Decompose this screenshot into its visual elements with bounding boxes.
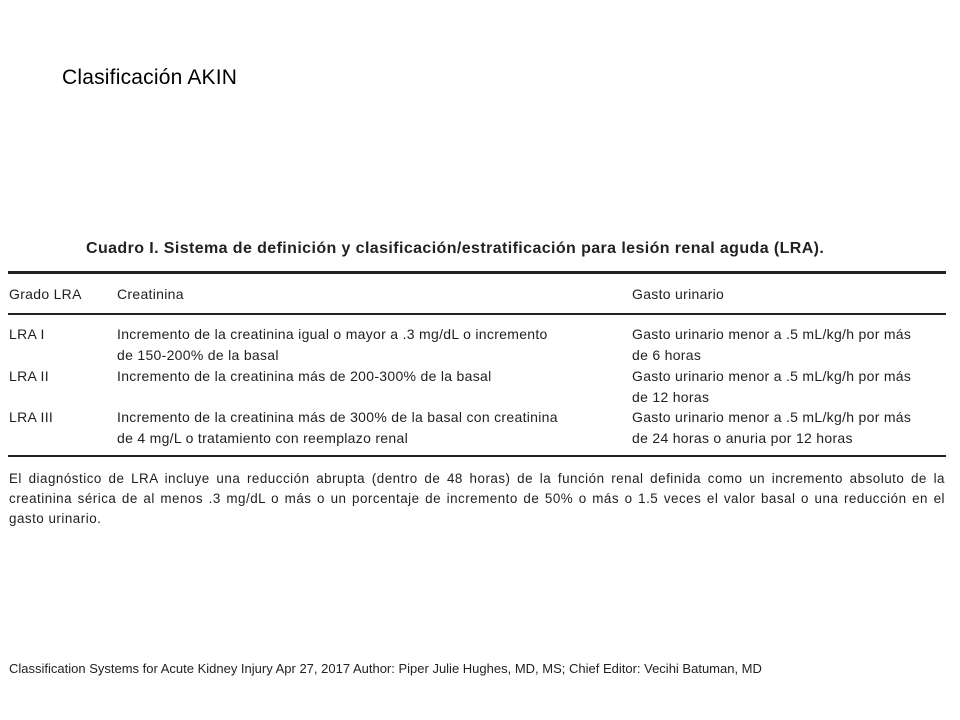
row-creatinine-line: Incremento de la creatinina más de 200-300% de la basal — [117, 368, 492, 384]
header-grade: Grado LRA — [9, 286, 82, 302]
row-urine-line: de 6 horas — [632, 347, 702, 363]
row-urine-output — [632, 366, 911, 408]
row-grade: LRA I — [9, 326, 45, 342]
slide-title: Clasificación AKIN — [62, 66, 238, 89]
table-bottom-rule — [8, 455, 946, 457]
table-header-rule — [8, 313, 946, 315]
table-caption: Cuadro I. Sistema de definición y clasificación/estratificación para lesión renal aguda (LRA). — [86, 240, 825, 257]
row-creatinine — [117, 324, 548, 366]
row-creatinine-line: de 150-200% de la basal — [117, 347, 279, 363]
row-urine-line: de 12 horas — [632, 389, 710, 405]
row-creatinine-line: Incremento de la creatinina igual o mayor a .3 mg/dL o incremento — [117, 326, 548, 342]
row-urine-line: Gasto urinario menor a .5 mL/kg/h por más — [632, 326, 912, 342]
source-citation: Classification Systems for Acute Kidney Injury Apr 27, 2017 Author: Piper Julie Hughes, MD, MS; Chief Editor: Vecihi Batuman, MD — [9, 661, 762, 676]
row-urine-line: Gasto urinario menor a .5 mL/kg/h por más — [632, 409, 912, 425]
row-urine-line: de 24 horas o anuria por 12 horas — [632, 430, 853, 446]
row-urine-output — [632, 407, 911, 449]
row-creatinine — [117, 366, 492, 387]
row-urine-output — [632, 324, 911, 366]
table-footnote: El diagnóstico de LRA incluye una reducción abrupta (dentro de 48 horas) de la función renal definida como un incremento absoluto de la creatinina sérica de al menos .3 mg/dL o más o un porcentaje de incremento de 50% o más o 1.5 veces el valor basal o una reducción en el gasto urinario. — [9, 471, 945, 526]
row-urine-line: Gasto urinario menor a .5 mL/kg/h por más — [632, 368, 912, 384]
header-creatinine: Creatinina — [117, 286, 184, 302]
row-creatinine — [117, 407, 558, 449]
row-creatinine-line: de 4 mg/L o tratamiento con reemplazo renal — [117, 430, 408, 446]
row-grade: LRA III — [9, 409, 54, 425]
header-urine-output: Gasto urinario — [632, 286, 725, 302]
table-top-rule — [8, 271, 946, 274]
row-creatinine-line: Incremento de la creatinina más de 300% de la basal con creatinina — [117, 409, 558, 425]
row-grade: LRA II — [9, 368, 49, 384]
